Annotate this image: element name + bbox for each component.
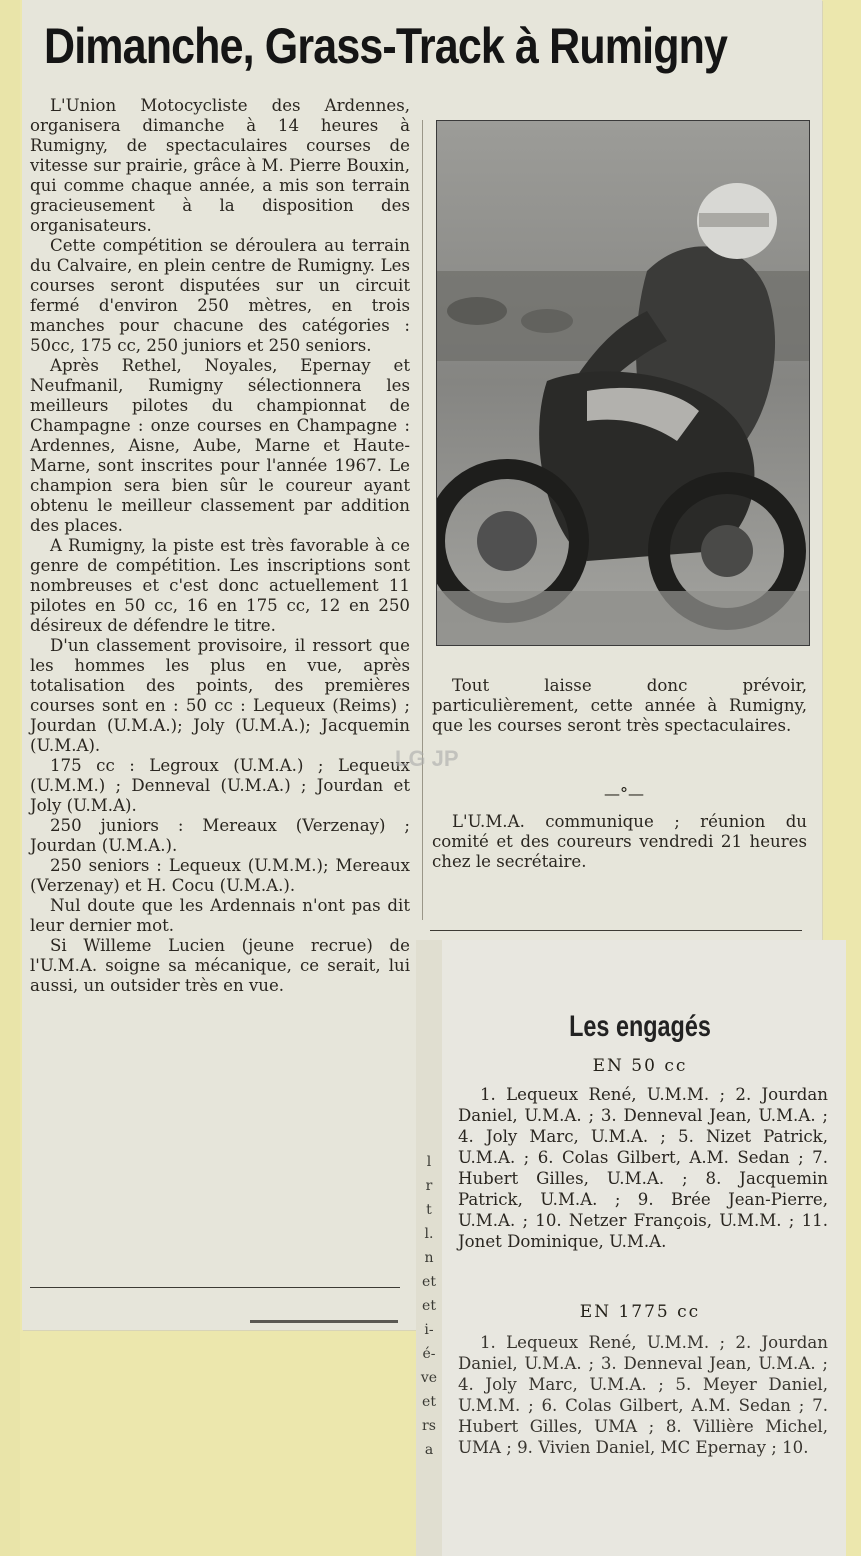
watermark-logo: LG JP bbox=[395, 746, 459, 771]
engages-title: Les engagés bbox=[569, 1010, 711, 1043]
fragment: i- bbox=[424, 1322, 434, 1338]
column-end-rule bbox=[430, 930, 802, 931]
paragraph: D'un classement provisoire, il ressort que les hommes les plus en vue, après totalisation des points, des premières courses sont en : 50 cc : Lequeux (Reims) ; Jourdan (U.M.A.); Joly (U.M.A.); Jacquemin (U.M.A). bbox=[30, 636, 410, 755]
entrants-text: 1. Lequeux René, U.M.M. ; 2. Jourdan Daniel, U.M.A. ; 3. Denneval Jean, U.M.A. ; 4. Joly Marc, U.M.A. ; 5. Nizet Patrick, U.M.A. ; 6. Colas Gilbert, A.M. Sedan ; 7. Hubert Gilles, U.M.A. ; 8. Jacquemin Patrick, U.M.A. ; 9. Brée Jean-Pierre, U.M.A. ; 10. Netzer François, U.M.M. ; 11. Jonet Dominique, U.M.A. bbox=[458, 1085, 828, 1251]
article-headline: Dimanche, Grass-Track à Rumigny bbox=[44, 18, 728, 74]
column-end-rule bbox=[30, 1287, 400, 1288]
paragraph: Cette compétition se déroulera au terrain du Calvaire, en plein centre de Rumigny. Les courses seront disputées sur un circuit fermé d'environ 250 mètres, en trois manches pour chacune des catégories : 50cc, 175 cc, 250 juniors et 250 seniors. bbox=[30, 236, 410, 355]
background-margin bbox=[0, 0, 20, 1556]
category-175cc-heading: EN 1775 cc bbox=[579, 1302, 701, 1322]
fragment: ve bbox=[420, 1370, 438, 1386]
column-end-thick-rule bbox=[250, 1320, 398, 1323]
paragraph: 250 juniors : Mereaux (Verzenay) ; Jourdan (U.M.A.). bbox=[30, 816, 410, 855]
fragment: et bbox=[422, 1298, 436, 1314]
fragment: et bbox=[422, 1274, 436, 1290]
fragment: é- bbox=[422, 1346, 436, 1362]
entrants-text: 1. Lequeux René, U.M.M. ; 2. Jourdan Daniel, U.M.A. ; 3. Denneval Jean, U.M.A. ; 4. Joly Marc, U.M.A. ; 5. Meyer Daniel, U.M.M. ; 6. Colas Gilbert, A.M. Sedan ; 7. Hubert Gilles, UMA ; 8. Villière Michel, UMA ; 9. Vivien Daniel, MC Epernay ; 10. bbox=[458, 1333, 828, 1457]
entrants-list-175cc bbox=[458, 1332, 828, 1458]
fragment: rs bbox=[422, 1418, 436, 1434]
article-right-column bbox=[432, 676, 807, 736]
fragment: n bbox=[424, 1250, 434, 1266]
motorcycle-racer-photo bbox=[436, 120, 810, 646]
fragment: et bbox=[422, 1394, 436, 1410]
paragraph: 250 seniors : Lequeux (U.M.M.); Mereaux (Verzenay) et H. Cocu (U.M.A.). bbox=[30, 856, 410, 895]
entrants-list-50cc bbox=[458, 1084, 828, 1252]
fragment: l. bbox=[424, 1226, 434, 1242]
article-right-column-end bbox=[432, 812, 807, 872]
category-50cc-heading: EN 50 cc bbox=[592, 1056, 688, 1076]
paragraph: Si Willeme Lucien (jeune recrue) de l'U.M.A. soigne sa mécanique, ce serait, lui aussi, un outsider très en vue. bbox=[30, 936, 410, 995]
adjacent-column-fragments bbox=[420, 1150, 438, 1462]
fragment: r bbox=[425, 1178, 433, 1194]
article-left-column bbox=[30, 96, 410, 996]
fragment: t bbox=[426, 1202, 432, 1218]
paragraph: A Rumigny, la piste est très favorable à ce genre de compétition. Les inscriptions sont nombreuses et c'est donc actuellement 11 pilotes en 50 cc, 16 en 175 cc, 12 en 250 désireux de défendre le titre. bbox=[30, 536, 410, 635]
paragraph: L'Union Motocycliste des Ardennes, organisera dimanche à 14 heures à Rumigny, de spectaculaires courses de vitesse sur prairie, grâce à M. Pierre Bouxin, qui comme chaque année, a mis son terrain gracieusement à la disposition des organisateurs. bbox=[30, 96, 410, 235]
fragment: a bbox=[424, 1442, 434, 1458]
paragraph: 175 cc : Legroux (U.M.A.) ; Lequeux (U.M.M.) ; Denneval (U.M.A.) ; Jourdan et Joly (U.M.A). bbox=[30, 756, 410, 815]
section-separator: —°— bbox=[604, 784, 644, 803]
paragraph: Tout laisse donc prévoir, particulièrement, cette année à Rumigny, que les courses seront très spectaculaires. bbox=[432, 676, 807, 735]
paragraph: L'U.M.A. communique ; réunion du comité et des coureurs vendredi 21 heures chez le secrétaire. bbox=[432, 812, 807, 871]
paragraph: Après Rethel, Noyales, Epernay et Neufmanil, Rumigny sélectionnera les meilleurs pilotes du championnat de Champagne : onze courses en Champagne : Ardennes, Aisne, Aube, Marne et Haute-Marne, sont inscrites pour l'année 1967. Le champion sera bien sûr le coureur ayant obtenu le meilleur classement par addition des places. bbox=[30, 356, 410, 535]
fragment: l bbox=[426, 1154, 432, 1170]
paragraph: Nul doute que les Ardennais n'ont pas dit leur dernier mot. bbox=[30, 896, 410, 935]
photo-illustration bbox=[437, 121, 809, 645]
